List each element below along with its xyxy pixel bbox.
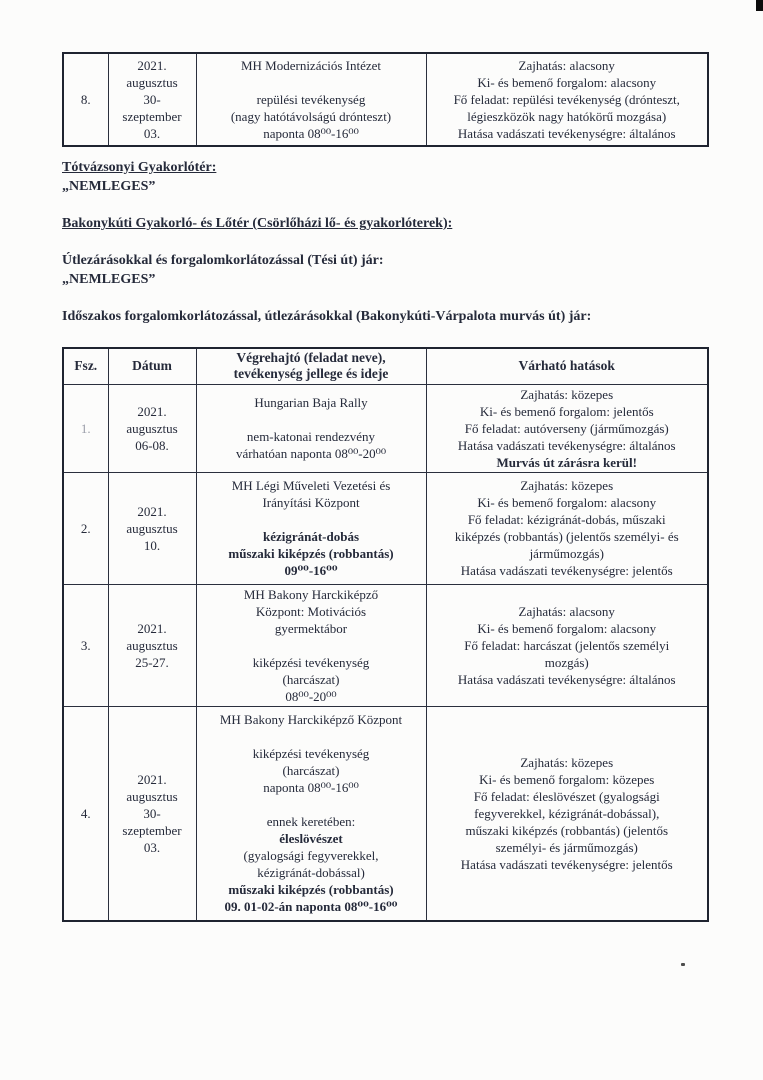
scan-speck-artifact — [681, 963, 685, 966]
text-line — [201, 74, 422, 91]
table-row — [63, 706, 708, 921]
table-row — [63, 53, 708, 146]
scan-corner-artifact — [756, 0, 763, 11]
text-line — [201, 511, 422, 528]
text-line — [201, 637, 422, 654]
text-line: Fő feladat: repülési tevékenység (drónteszt, — [453, 92, 680, 107]
impact-cell — [426, 53, 708, 146]
text-line: Fő feladat: harcászat (jelentős személyi — [464, 637, 670, 653]
text-line: 06-08. — [135, 437, 169, 453]
task-cell — [196, 53, 426, 146]
text-line: MH Modernizációs Intézet — [240, 58, 382, 73]
date-cell — [108, 53, 196, 146]
text-line: műszaki kiképzés (robbantás) — [228, 882, 394, 898]
table-header-row — [63, 348, 708, 384]
text-line: 10. — [143, 537, 161, 553]
text-line: (harcászat) — [282, 671, 340, 687]
text-line: 09. 01-02-án naponta 08⁰⁰-16⁰⁰ — [224, 899, 398, 915]
text-line: kiképzési tevékenység — [252, 746, 370, 762]
text-line: Fő feladat: kézigránát-dobás, műszaki — [467, 512, 666, 527]
task-cell — [196, 584, 426, 706]
text-line: járműmozgás) — [529, 546, 604, 561]
text-line: 30- — [143, 805, 161, 821]
text-line: MH Bakony Harckiképző — [243, 586, 379, 602]
activity-table-main — [62, 347, 709, 922]
header-datum: Dátum — [108, 348, 196, 384]
text-line: Fő feladat: autóverseny (járműmozgás) — [464, 420, 669, 436]
section-status: „NEMLEGES” — [62, 272, 156, 287]
text-line: Hatása vadászati tevékenységre: általános — [457, 437, 676, 453]
table-row — [63, 472, 708, 584]
text-line: augusztus — [126, 788, 178, 804]
text-line: kézigránát-dobás — [262, 529, 360, 544]
text-line: 2021. — [137, 771, 167, 787]
date-cell — [108, 584, 196, 706]
header-impact: Várható hatások — [426, 348, 708, 384]
text-line — [201, 728, 422, 745]
text-line: Hatása vadászati tevékenységre: jelentős — [460, 563, 673, 578]
header-fsz: Fsz. — [63, 348, 108, 384]
text-line: augusztus — [126, 420, 178, 436]
row-number-cell — [63, 384, 108, 472]
text-line — [201, 411, 422, 428]
impact-cell — [426, 584, 708, 706]
text-line: 03. — [143, 126, 161, 141]
text-line: 08⁰⁰-20⁰⁰ — [285, 688, 337, 704]
text-line: műszaki kiképzés (robbantás) — [228, 546, 394, 561]
text-line: mozgás) — [544, 654, 589, 670]
row-number-cell: 2. — [63, 472, 108, 584]
text-line: szeptember — [122, 822, 182, 838]
text-line: (nagy hatótávolságú drónteszt) — [230, 109, 392, 124]
text-line: Ki- és bemenő forgalom: alacsony — [477, 495, 657, 510]
text-line: tevékenység jellege és ideje — [233, 366, 389, 382]
text-line: 09⁰⁰-16⁰⁰ — [284, 563, 338, 578]
table-row — [63, 584, 708, 706]
section-note: Időszakos forgalomkorlátozással, útlezárásokkal (Bakonykúti-Várpalota murvás út) jár: — [62, 309, 592, 324]
text-line: várhatóan naponta 08⁰⁰-20⁰⁰ — [235, 446, 387, 461]
section-title: Bakonykúti Gyakorló- és Lőtér (Csörlőházi lő- és gyakorlóterek): — [62, 216, 453, 231]
text-line: szeptember — [122, 109, 182, 124]
text-line: gyermektábor — [274, 620, 348, 636]
text-line: műszaki kiképzés (robbantás) (jelentős — [465, 822, 668, 838]
section-note: Útlezárásokkal és forgalomkorlátozással (Tési út) jár: — [62, 253, 384, 268]
row-number-cell: 4. — [63, 706, 108, 921]
table-row — [63, 384, 708, 472]
text-line: Murvás út zárásra kerül! — [496, 454, 637, 470]
impact-cell — [426, 472, 708, 584]
row-number-cell: 3. — [63, 584, 108, 706]
impact-cell — [426, 706, 708, 921]
text-line: 25-27. — [135, 654, 169, 670]
section-title: Tótvázsonyi Gyakorlótér: — [62, 160, 217, 175]
text-line: légieszközök nagy hatókörű mozgása) — [467, 109, 667, 124]
text-line: Hatása vadászati tevékenységre: jelentős — [460, 856, 673, 872]
text-line: Ki- és bemenő forgalom: alacsony — [477, 620, 657, 636]
text-line: (gyalogsági fegyverekkel, — [243, 848, 379, 864]
text-line: naponta 08⁰⁰-16⁰⁰ — [263, 126, 359, 141]
text-line: naponta 08⁰⁰-16⁰⁰ — [263, 780, 359, 796]
section-status: „NEMLEGES” — [62, 179, 156, 194]
text-line: MH Légi Műveleti Vezetési és — [231, 478, 391, 493]
text-line: kézigránát-dobással) — [257, 865, 365, 881]
row-number: 1. — [80, 420, 91, 436]
task-cell — [196, 472, 426, 584]
text-line: Fő feladat: éleslövészet (gyalogsági — [473, 788, 660, 804]
text-line: Végrehajtó (feladat neve), — [236, 350, 386, 366]
text-line: kiképzés (robbantás) (jelentős személyi- és — [454, 529, 679, 544]
text-line: 2021. — [137, 620, 167, 636]
text-line: Irányítási Központ — [262, 495, 360, 510]
text-line: ennek keretében: — [266, 814, 356, 830]
activity-table-top — [62, 52, 709, 147]
date-cell — [108, 706, 196, 921]
text-line: Zajhatás: közepes — [520, 754, 614, 770]
text-line: repülési tevékenység — [256, 92, 366, 107]
text-line: 30- — [143, 92, 161, 107]
date-cell — [108, 384, 196, 472]
text-line: nem-katonai rendezvény — [246, 429, 376, 444]
impact-cell — [426, 384, 708, 472]
text-line: Hatása vadászati tevékenységre: általános — [457, 671, 676, 687]
text-line: Ki- és bemenő forgalom: közepes — [479, 771, 655, 787]
text-line: 2021. — [137, 503, 167, 519]
text-line: fegyverekkel, kézigránát-dobással), — [474, 805, 660, 821]
text-line: augusztus — [126, 637, 178, 653]
row-number-cell: 8. — [63, 53, 108, 146]
text-line: Zajhatás: alacsony — [518, 603, 615, 619]
text-line: személyi- és járműmozgás) — [495, 839, 638, 855]
text-line: augusztus — [126, 520, 178, 536]
text-line: Zajhatás: közepes — [520, 386, 614, 402]
text-line: MH Bakony Harckiképző Központ — [219, 712, 403, 728]
text-line — [201, 796, 422, 813]
text-line: Ki- és bemenő forgalom: alacsony — [477, 75, 657, 90]
text-line: augusztus — [126, 75, 178, 90]
text-line: 2021. — [137, 58, 167, 73]
text-line: éleslövészet — [279, 831, 343, 847]
section-bakonykuti — [62, 214, 707, 233]
header-task — [196, 348, 426, 384]
task-cell — [196, 384, 426, 472]
date-cell — [108, 472, 196, 584]
task-cell — [196, 706, 426, 921]
text-line: kiképzési tevékenység — [252, 654, 370, 670]
text-line: Hungarian Baja Rally — [254, 395, 368, 410]
text-line: Ki- és bemenő forgalom: jelentős — [479, 403, 654, 419]
text-line: (harcászat) — [282, 763, 340, 779]
text-line: 03. — [143, 839, 161, 855]
section-idoszakos-note — [62, 307, 707, 326]
text-line: Zajhatás: közepes — [520, 478, 614, 493]
section-tesi-note — [62, 251, 707, 289]
text-line: 2021. — [137, 403, 167, 419]
text-line: Hatása vadászati tevékenységre: általános — [457, 126, 676, 141]
text-line: Zajhatás: alacsony — [518, 58, 615, 73]
text-line: Központ: Motivációs — [255, 603, 367, 619]
section-totvazsonyi — [62, 158, 707, 196]
